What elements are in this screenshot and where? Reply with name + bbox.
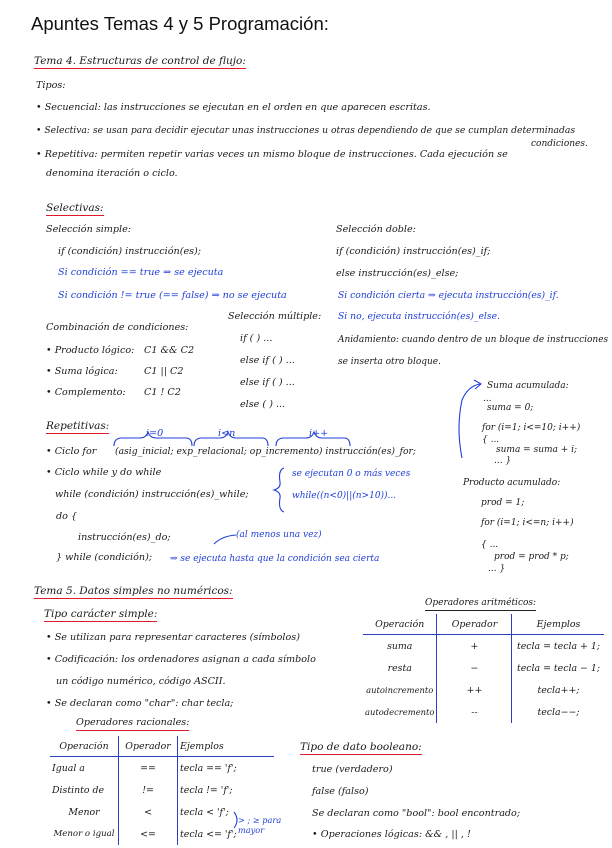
suma-label: Suma acumulada: xyxy=(487,381,569,391)
for-code: (asig_inicial; exp_relacional; op_incremento) instrucción(es)_for; xyxy=(115,446,417,457)
combinacion-expr-1: C1 && C2 xyxy=(144,345,195,356)
table-header-row xyxy=(50,736,274,757)
while-code: while (condición) instrucción(es)_while; xyxy=(55,489,249,500)
table-cell: suma xyxy=(387,640,413,652)
booleano-line-3: Se declaran como "bool": bool encontrado; xyxy=(312,808,521,819)
seleccion-multiple-line-1: if ( ) ... xyxy=(240,333,273,344)
producto-line-5: ... } xyxy=(488,564,506,574)
table-row xyxy=(50,757,274,780)
seleccion-multiple-label: Selección múltiple: xyxy=(228,311,322,322)
seleccion-doble-code1: if (condición) instrucción(es)_if; xyxy=(336,246,491,257)
arrow-stroke xyxy=(474,380,481,389)
brace-stroke xyxy=(274,468,284,512)
producto-line-4: prod = prod * p; xyxy=(494,552,569,562)
aritmeticos-table xyxy=(363,614,604,723)
tipo-repetitiva-cont: denomina iteración o ciclo. xyxy=(46,168,178,179)
while-note-1: se ejecutan 0 o más veces xyxy=(292,469,411,479)
do-result: ⇒ se ejecuta hasta que la condición sea cierta xyxy=(170,554,380,564)
suma-line-6: ... } xyxy=(494,456,512,466)
table-cell: Distinto de xyxy=(52,784,105,796)
combinacion-label: Combinación de condiciones: xyxy=(46,322,189,333)
suma-line-2: suma = 0; xyxy=(487,403,534,413)
seleccion-doble-note2: Si no, ejecuta instrucción(es)_else. xyxy=(338,311,500,322)
seleccion-simple-note1: Si condición == true ⇒ se ejecuta xyxy=(58,267,224,278)
aritmeticos-heading: Operadores aritméticos: xyxy=(425,597,536,611)
table-cell: tecla == 'f'; xyxy=(178,757,275,780)
suma-line-5: suma = suma + i; xyxy=(496,445,578,455)
table-row xyxy=(50,779,274,801)
caracter-bullet-2: • Codificación: los ordenadores asignan a cada símbolo xyxy=(46,654,316,666)
column-header: Operador xyxy=(437,614,512,635)
seleccion-simple-code: if (condición) instrucción(es); xyxy=(58,246,202,257)
table-header-row xyxy=(363,614,604,635)
suma-line-3: for (i=1; i<=10; i++) xyxy=(482,423,581,433)
table-cell: Menor o igual xyxy=(53,829,115,839)
while-label: • Ciclo while y do while xyxy=(46,467,161,479)
column-header: Ejemplos xyxy=(178,736,275,757)
table-cell: -- xyxy=(437,701,512,723)
seleccion-simple-note2: Si condición != true (== false) ⇒ no se ejecuta xyxy=(58,290,287,301)
seleccion-doble-note1: Si condición cierta ⇒ ejecuta instrucción(es)_if. xyxy=(338,290,559,301)
table-cell: tecla <= 'f'; xyxy=(178,823,275,845)
booleano-line-1: true (verdadero) xyxy=(312,764,393,775)
table-cell: Menor xyxy=(68,806,100,818)
table-cell: tecla = tecla + 1; xyxy=(512,635,605,658)
combinacion-name-2: • Suma lógica: xyxy=(46,366,118,378)
table-cell: != xyxy=(119,779,178,801)
do-body: instrucción(es)_do; xyxy=(78,532,171,543)
table-cell: <= xyxy=(119,823,178,845)
column-header: Operación xyxy=(50,736,119,757)
table-cell: resta xyxy=(387,662,412,674)
combinacion-name-1: • Producto lógico: xyxy=(46,345,134,357)
caracter-bullet-3: • Se declaran como "char": char tecla; xyxy=(46,698,233,710)
caracter-bullet-2-cont: un código numérico, código ASCII. xyxy=(56,676,226,687)
tipo-repetitiva: • Repetitiva: permiten repetir varias veces un mismo bloque de instrucciones. Cada ejecución se xyxy=(36,149,508,161)
seleccion-doble-code2: else instrucción(es)_else; xyxy=(336,268,459,279)
caracter-heading: Tipo carácter simple: xyxy=(44,608,158,620)
producto-label: Producto acumulado: xyxy=(463,478,561,488)
producto-line-3: { ... xyxy=(481,540,499,550)
column-header: Operador xyxy=(119,736,178,757)
booleano-line-4: • Operaciones lógicas: && , || , ! xyxy=(312,829,471,841)
combinacion-expr-2: C1 || C2 xyxy=(144,366,184,377)
table-cell: tecla−−; xyxy=(512,701,605,723)
tipo-secuencial: • Secuencial: las instrucciones se ejecutan en el orden en que aparecen escritas. xyxy=(36,102,431,114)
table-cell: tecla != 'f'; xyxy=(178,779,275,801)
table-cell: tecla++; xyxy=(512,679,605,701)
tema5-heading: Tema 5. Datos simples no numéricos: xyxy=(34,585,233,597)
suma-line-1: ... xyxy=(483,394,492,404)
for-brace-label-1: i=0 xyxy=(146,428,164,439)
booleano-heading: Tipo de dato booleano: xyxy=(300,741,422,753)
anidamiento-line-1: Anidamiento: cuando dentro de un bloque de instrucciones xyxy=(338,335,609,345)
table-row xyxy=(363,679,604,701)
page-title: Apuntes Temas 4 y 5 Programación: xyxy=(31,13,329,34)
table-cell: autoincremento xyxy=(366,685,434,695)
for-brace-label-2: i<n xyxy=(218,428,236,439)
tema4-heading: Tema 4. Estructuras de control de flujo: xyxy=(34,55,246,67)
table-cell: Igual a xyxy=(52,762,85,774)
repetitivas-heading: Repetitivas: xyxy=(46,420,110,432)
producto-line-1: prod = 1; xyxy=(481,498,525,508)
table-cell: == xyxy=(119,757,178,780)
combinacion-expr-3: C1 ! C2 xyxy=(144,387,181,398)
brace-stroke xyxy=(214,535,236,544)
table-cell: ++ xyxy=(437,679,512,701)
do-note: (al menos una vez) xyxy=(236,530,322,540)
column-header: Operación xyxy=(363,614,437,635)
table-row xyxy=(363,701,604,723)
table-cell: tecla < 'f'; xyxy=(178,801,275,823)
relacionales-note: > ; ≥ para mayor xyxy=(238,815,282,835)
tipo-selectiva: • Selectiva: se usan para decidir ejecutar unas instrucciones u otras dependiendo de que se cumplan determinadas xyxy=(36,125,575,137)
booleano-line-2: false (falso) xyxy=(312,786,369,797)
table-cell: − xyxy=(437,657,512,679)
do-open: do { xyxy=(56,511,78,522)
seleccion-simple-label: Selección simple: xyxy=(46,224,132,235)
table-cell: tecla = tecla − 1; xyxy=(512,657,605,679)
seleccion-multiple-line-2: else if ( ) ... xyxy=(240,355,295,366)
arrow-stroke xyxy=(459,384,480,458)
do-close: } while (condición); xyxy=(56,552,153,563)
for-label: • Ciclo for xyxy=(46,446,96,458)
for-brace-label-3: i++ xyxy=(309,428,329,439)
anidamiento-line-2: se inserta otro bloque. xyxy=(338,357,441,367)
tipo-selectiva-cont: condiciones. xyxy=(531,139,588,149)
relacionales-heading: Operadores racionales: xyxy=(76,717,189,731)
table-cell: autodecremento xyxy=(365,707,435,717)
seleccion-doble-label: Selección doble: xyxy=(336,224,416,235)
table-row xyxy=(363,657,604,679)
combinacion-name-3: • Complemento: xyxy=(46,387,126,399)
producto-line-2: for (i=1; i<=n; i++) xyxy=(481,518,574,528)
seleccion-multiple-line-3: else if ( ) ... xyxy=(240,377,295,388)
table-cell: + xyxy=(437,635,512,658)
while-note-2: while((n<0)||(n>10))... xyxy=(292,491,397,501)
seleccion-multiple-line-4: else ( ) ... xyxy=(240,399,286,410)
tipos-label: Tipos: xyxy=(36,80,66,91)
table-row xyxy=(363,635,604,658)
table-cell: < xyxy=(119,801,178,823)
suma-line-4: { ... xyxy=(482,435,500,445)
column-header: Ejemplos xyxy=(512,614,605,635)
selectivas-heading: Selectivas: xyxy=(46,202,104,214)
caracter-bullet-1: • Se utilizan para representar caracteres (símbolos) xyxy=(46,632,300,644)
